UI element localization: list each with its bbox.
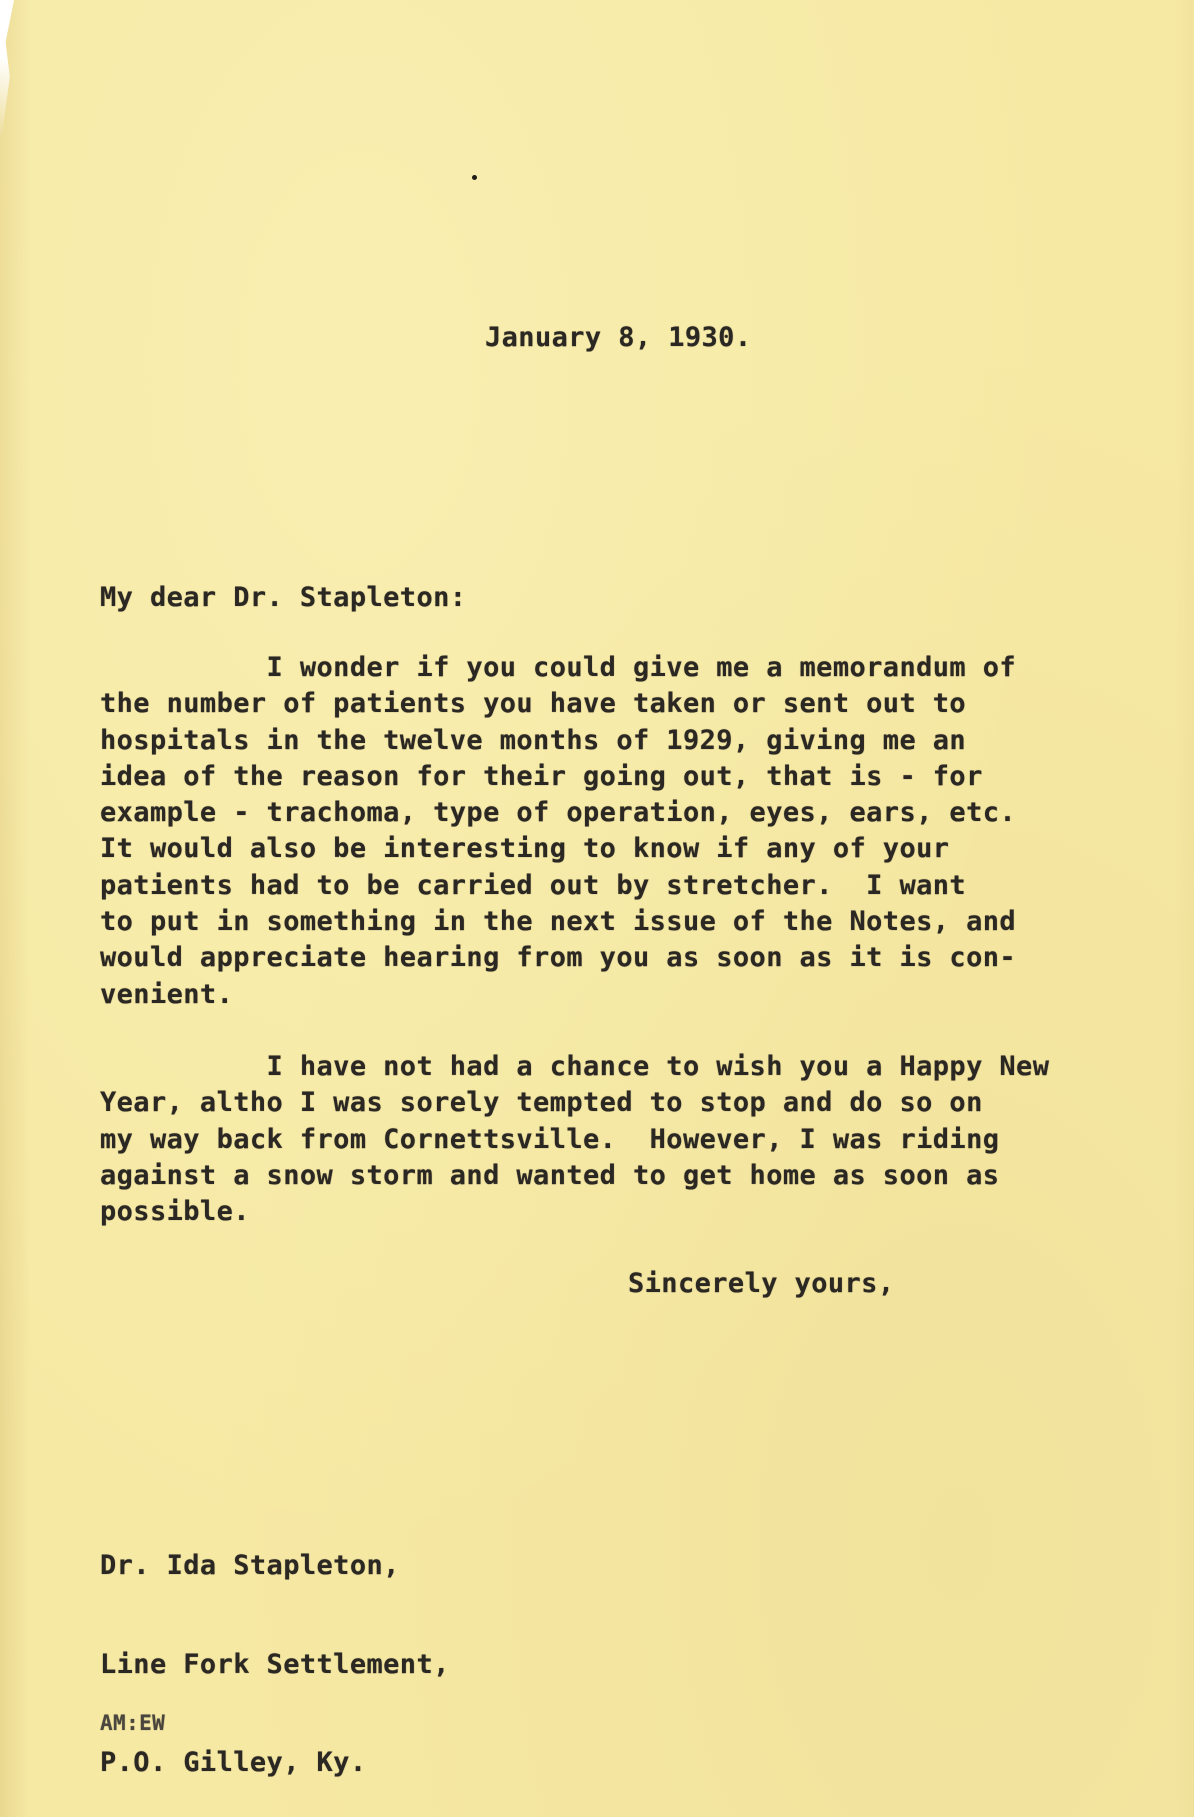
- body-line: I wonder if you could give me a memorandum of: [100, 652, 1017, 683]
- letter-date: January 8, 1930.: [485, 322, 752, 353]
- body-line: hospitals in the twelve months of 1929, giving me an: [100, 724, 967, 756]
- address-line: P.O. Gilley, Ky.: [100, 1747, 367, 1778]
- body-line: It would also be interesting to know if any of your: [100, 833, 950, 865]
- ink-speck: [472, 175, 477, 180]
- recipient-address: [100, 1486, 450, 1817]
- body-line: to put in something in the next issue of the Notes, and: [100, 906, 1017, 938]
- body-line: against a snow storm and wanted to get home as soon as: [100, 1159, 1000, 1191]
- torn-edge: [0, 0, 14, 140]
- body-line: would appreciate hearing from you as soon as it is con-: [100, 942, 1017, 974]
- body-line: example - trachoma, type of operation, eyes, ears, etc.: [100, 797, 1017, 829]
- body-line: possible.: [100, 1196, 250, 1228]
- closing: Sincerely yours,: [628, 1268, 895, 1299]
- address-line: Line Fork Settlement,: [100, 1648, 450, 1680]
- body-line: patients had to be carried out by stretcher. I want: [100, 869, 967, 901]
- body-line: venient.: [100, 978, 234, 1010]
- address-line: Dr. Ida Stapleton,: [100, 1550, 400, 1581]
- body-line: the number of patients you have taken or sent out to: [100, 688, 967, 720]
- letter-body: [100, 650, 1049, 1230]
- paragraph-2: [100, 1049, 1049, 1230]
- body-line: I have not had a chance to wish you a Happy New: [100, 1050, 1050, 1082]
- paragraph-1: [100, 650, 1049, 1013]
- scan-margin: [1194, 0, 1200, 1817]
- reference-initials: AM:EW: [100, 1711, 166, 1735]
- body-line: Year, altho I was sorely tempted to stop and do so on: [100, 1087, 983, 1119]
- body-line: my way back from Cornettsville. However, I was riding: [100, 1123, 1000, 1155]
- salutation: My dear Dr. Stapleton:: [100, 582, 467, 613]
- body-line: idea of the reason for their going out, that is - for: [100, 760, 983, 792]
